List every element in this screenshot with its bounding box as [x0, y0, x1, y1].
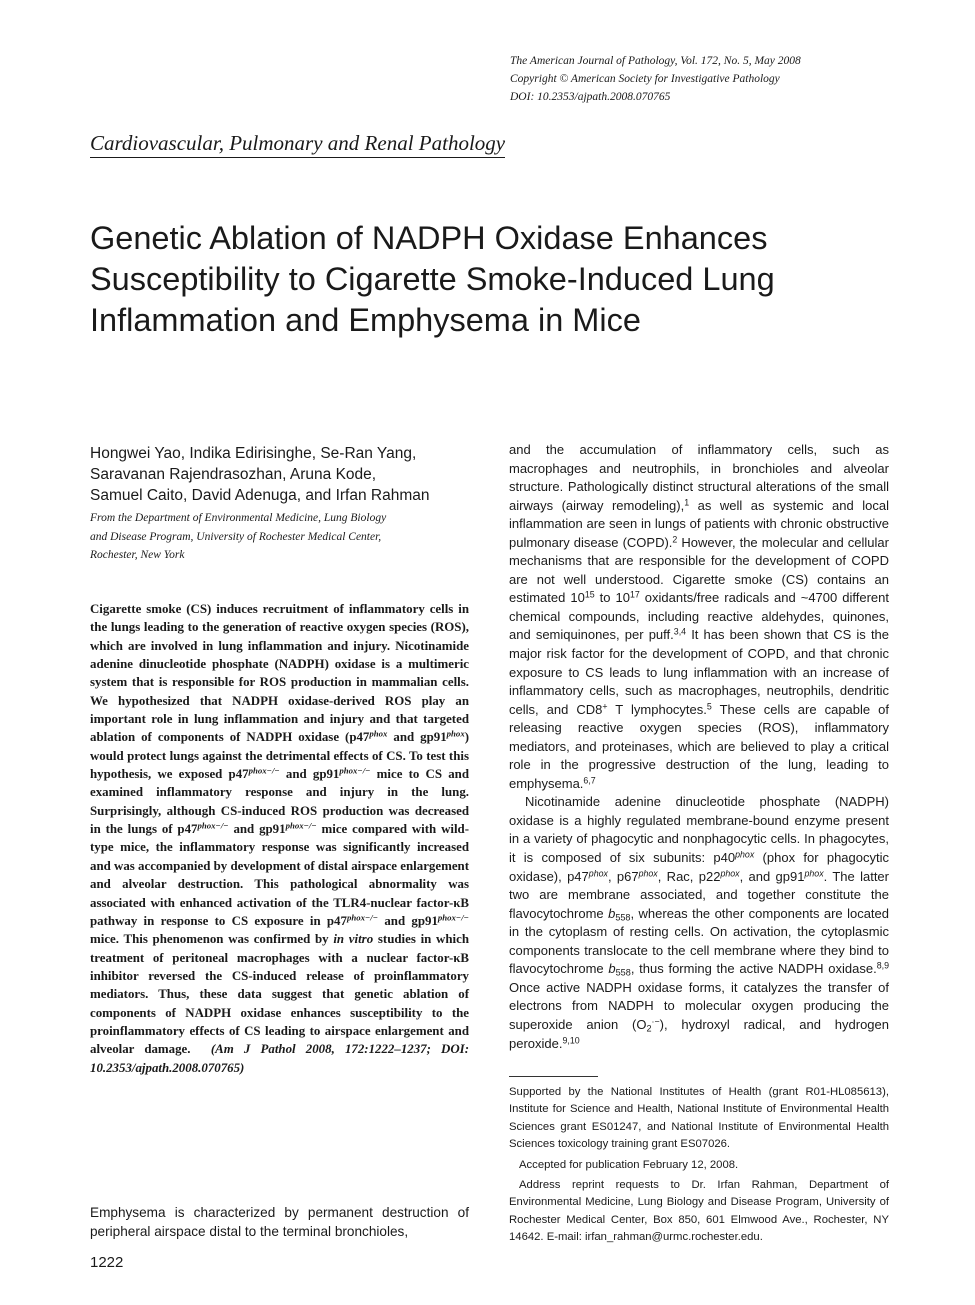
- affiliation-line: and Disease Program, University of Rochester Medical Center,: [90, 530, 382, 543]
- author-list: [90, 443, 480, 506]
- body-paragraph: and the accumulation of inflammatory cells, such as macrophages and neutrophils, in bronchioles and alveolar structure. Pathologically distinct structural alterations of the small airways (airway remodeling),$^1$ as well as systemic and local inflammation are seen in lungs of patients with chronic obstructive pulmonary disease (COPD).$^2$ However, the molecular and cellular mechanisms that are responsible for the development of COPD are not well understood. Cigarette smoke (CS) contains an estimated $10^{15}$ to $10^{17}$ oxidants/free radicals and ~4700 different chemical compounds, including reactive aldehydes, quinones, and semiquinones, per puff.$^{3,4}$ It has been shown that CS is the major risk factor for the development of COPD, and that chronic exposure to CS leads to lung inflammation with an increase of inflammatory cells, such as macrophages, neutrophils, dendritic cells, and CD8+ T lymphocytes.$^5$ These cells are capable of releasing reactive oxygen species (ROS), inflammatory mediators, and proteinases, which are believed to play a critical role in the progressive destruction of the lung, leading to emphysema.$^{6,7}$: [509, 442, 890, 791]
- funding-note: Supported by the National Institutes of Health (grant R01-HL085613), Institute for Science and Health, National Institute of Environmental Health Sciences grant ES01247, and National Institute of Environmental Health Sciences toxicology training grant ES07026.: [509, 1086, 889, 1151]
- abstract: Cigarette smoke (CS) induces recruitment of inflammatory cells in the lungs leading to the generation of reactive oxygen species (ROS), which are involved in lung inflammation and injury. Nicotinamide adenine dinucleotide phosphate (NADPH) oxidase is a multimeric system that is responsible for ROS production in mammalian cells. We hypothesized that NADPH oxidase-derived ROS play an important role in lung inflammation and injury and that targeted ablation of components of NADPH oxidase ($p47^{phox}$ and $gp91^{phox}$) would protect lungs against the detrimental effects of CS. To test this hypothesis, we exposed $p47^{phox-/-}$ and $gp91^{phox-/-}$ mice to CS and examined inflammatory response and injury in the lung. Surprisingly, although CS-induced ROS production was decreased in the lungs of $p47^{phox-/-}$ and $gp91^{phox-/-}$ mice compared with wild-type mice, the inflammatory response was significantly increased and was accompanied by development of distal airspace enlargement and alveolar destruction. This pathological abnormality was associated with enhanced activation of the TLR4-nuclear factor-κB pathway in response to CS exposure in $p47^{phox-/-}$ and $gp91^{phox-/-}$ mice. This phenomenon was confirmed by in vitro studies in which treatment of peritoneal macrophages with a nuclear factor-κB inhibitor reversed the CS-induced release of proinflammatory mediators. Thus, these data suggest that genetic ablation of components of NADPH oxidase enhances susceptibility to the proinflammatory effects of CS leading to airspace enlargement and alveolar damage. (Am J Pathol 2008, 172:1222–1237; DOI: 10.2353/ajpath.2008.070765): [90, 602, 469, 1075]
- author-line: Saravanan Rajendrasozhan, Aruna Kode,: [90, 466, 377, 483]
- footnote-divider: [509, 1076, 598, 1077]
- body-paragraph: Nicotinamide adenine dinucleotide phosphate (NADPH) oxidase is a highly regulated membrane-bound enzyme present in a variety of phagocytic and nonphagocytic cells. In phagocytes, it is composed of six subunits: $p40^{phox}$ (phox for phagocytic oxidase), $p47^{phox}$, $p67^{phox}$, Rac, $p22^{phox}$, and $gp91^{phox}$. The latter two are membrane associated, and together constitute the flavocytochrome $b_{558}$, whereas the other components are located in the cytoplasm of resting cells. On activation, the cytoplasmic components translocate to the cell membrane where they bind to flavocytochrome $b_{558}$, thus forming the active NADPH oxidase.$^{8,9}$ Once active NADPH oxidase forms, it catalyzes the transfer of electrons from NADPH to molecular oxygen producing the superoxide anion $(O_2^{\cdot-})$, hydroxyl radical, and hydrogen peroxide.$^{9,10}$: [509, 794, 890, 1051]
- section-title: Cardiovascular, Pulmonary and Renal Pathology: [90, 131, 505, 158]
- article-title: Genetic Ablation of NADPH Oxidase Enhances Susceptibility to Cigarette Smoke-Induced Lung Inflammation and Emphysema in Mice: [90, 220, 775, 338]
- affiliation: [90, 509, 480, 565]
- reprint-note: Address reprint requests to Dr. Irfan Rahman, Department of Environmental Medicine, Lung Biology and Disease Program, University of Rochester Medical Center, Box 850, 601 Elmwood Ave., Rochester, NY 14642. E-mail: irfan_rahman@urmc.rochester.edu.: [509, 1179, 889, 1244]
- journal-doi: DOI: 10.2353/ajpath.2008.070765: [510, 91, 671, 103]
- author-line: Hongwei Yao, Indika Edirisinghe, Se-Ran Yang,: [90, 445, 417, 462]
- accepted-note: Accepted for publication February 12, 2008.: [519, 1158, 739, 1171]
- page-number: 1222: [90, 1254, 124, 1271]
- footnotes: [509, 1084, 889, 1250]
- journal-header: [510, 52, 910, 106]
- intro-paragraph: Emphysema is characterized by permanent destruction of peripheral airspace distal to the terminal bronchioles,: [90, 1205, 469, 1239]
- journal-citation: The American Journal of Pathology, Vol. 172, No. 5, May 2008: [510, 55, 801, 67]
- abstract-citation: (Am J Pathol 2008, 172:1222–1237; DOI: 10.2353/ajpath.2008.070765): [90, 1042, 469, 1075]
- author-line: Samuel Caito, David Adenuga, and Irfan Rahman: [90, 487, 430, 504]
- affiliation-line: From the Department of Environmental Medicine, Lung Biology: [90, 512, 387, 524]
- body-text-right: [509, 441, 889, 1053]
- affiliation-line: Rochester, New York: [90, 549, 185, 561]
- journal-copyright: Copyright © American Society for Investigative Pathology: [510, 73, 780, 85]
